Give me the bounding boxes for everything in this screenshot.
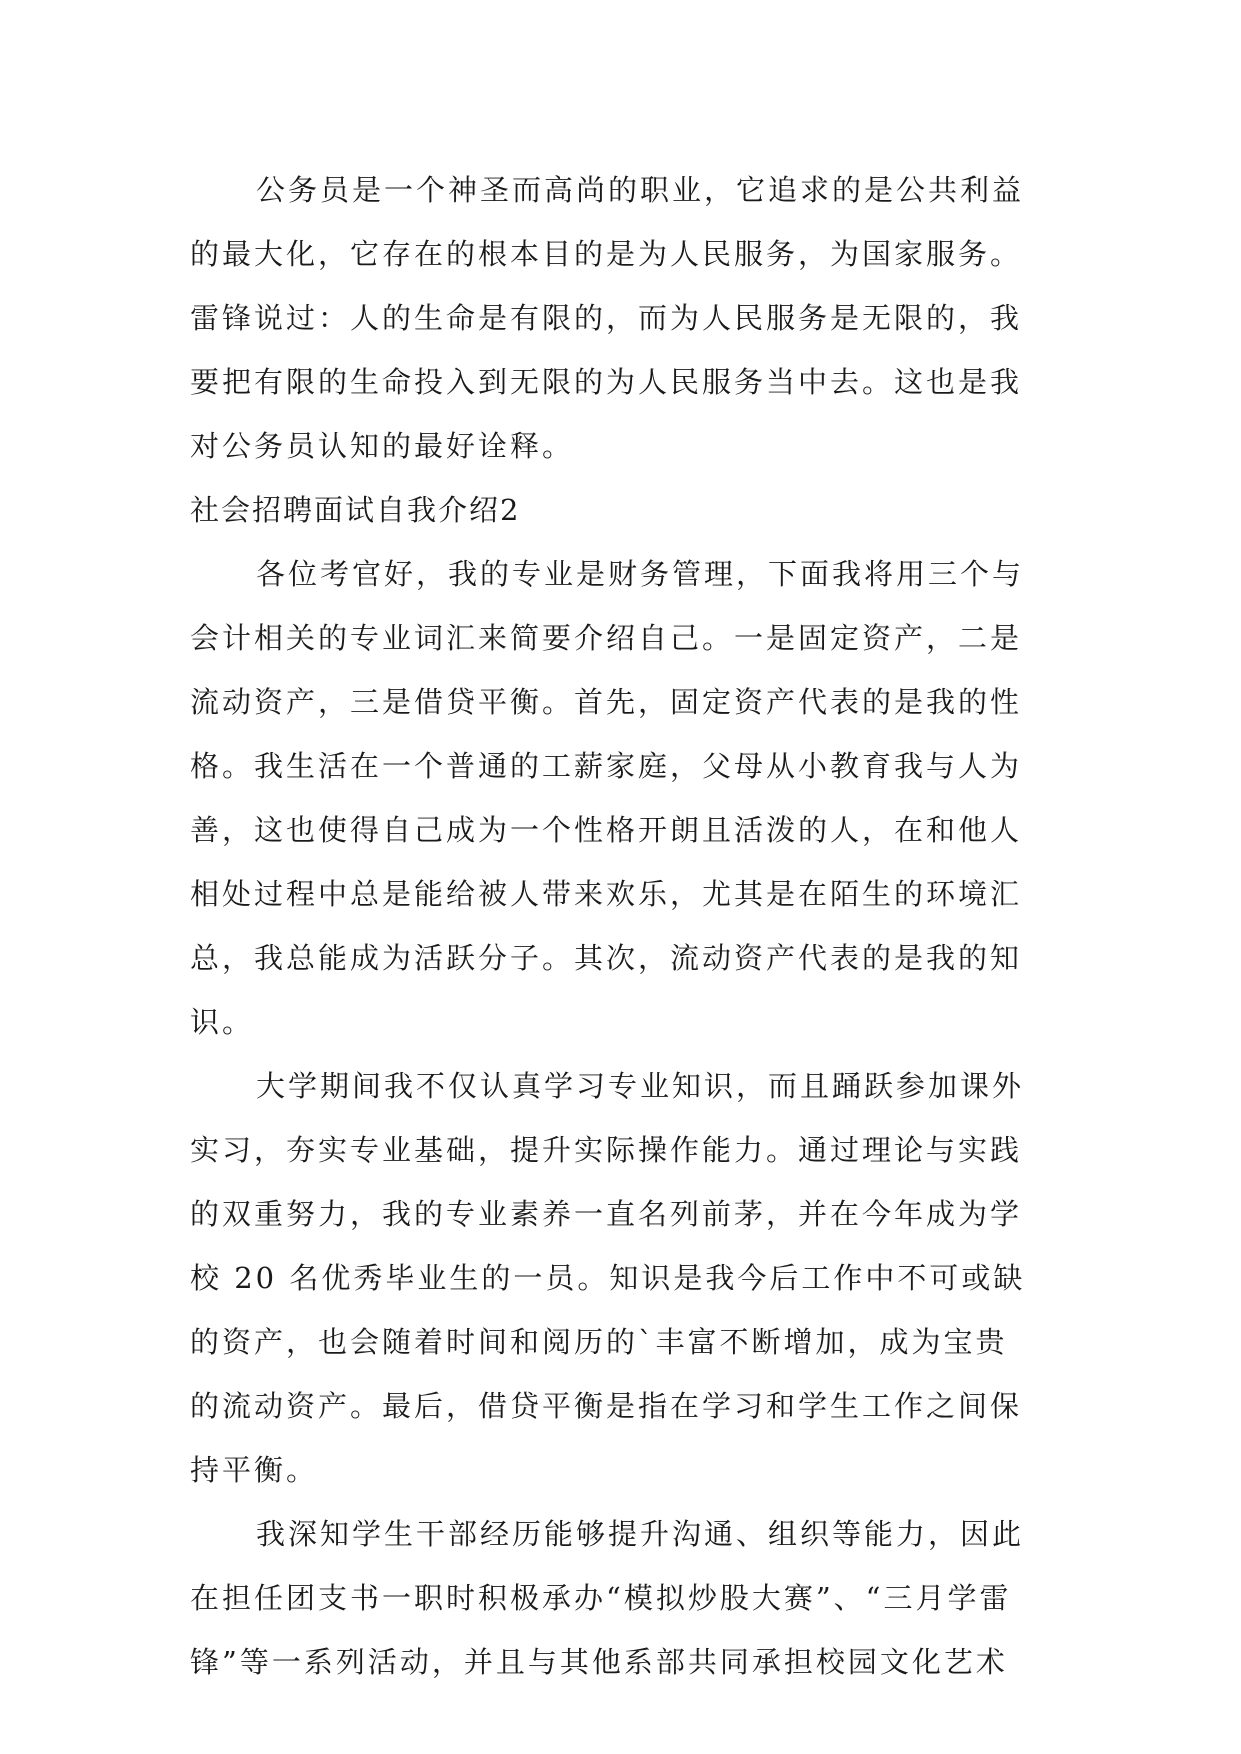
text-line: 雷锋说过：人的生命是有限的，而为人民服务是无限的，我 xyxy=(190,301,1023,335)
text-line: 的双重努力，我的专业素养一直名列前茅，并在今年成为学 xyxy=(190,1197,1023,1231)
text-line: 总，我总能成为活跃分子。其次，流动资产代表的是我的知 xyxy=(190,941,1023,975)
text-line: 对公务员认知的最好诠释。 xyxy=(190,429,575,463)
text-line: 校 20 名优秀毕业生的一员。知识是我今后工作中不可或缺 xyxy=(190,1261,1026,1295)
text-line: 在担任团支书一职时积极承办“模拟炒股大赛”、“三月学雷 xyxy=(190,1581,1012,1615)
text-line: 识。 xyxy=(190,1005,255,1039)
text-line: 持平衡。 xyxy=(190,1453,319,1487)
document-body xyxy=(190,158,1050,1694)
text-line: 善，这也使得自己成为一个性格开朗且活泼的人，在和他人 xyxy=(190,813,1023,847)
paragraph-student-leader xyxy=(190,1502,1050,1694)
section-heading xyxy=(190,478,1050,542)
text-line: 我深知学生干部经历能够提升沟通、组织等能力，因此 xyxy=(256,1517,1025,1551)
text-line: 相处过程中总是能给被人带来欢乐，尤其是在陌生的环境汇 xyxy=(190,877,1023,911)
text-line: 的流动资产。最后，借贷平衡是指在学习和学生工作之间保 xyxy=(190,1389,1023,1423)
text-line: 大学期间我不仅认真学习专业知识，而且踊跃参加课外 xyxy=(256,1069,1025,1103)
text-line: 各位考官好，我的专业是财务管理，下面我将用三个与 xyxy=(256,557,1025,591)
text-line: 格。我生活在一个普通的工薪家庭，父母从小教育我与人为 xyxy=(190,749,1023,783)
heading-line: 社会招聘面试自我介绍2 xyxy=(190,493,521,527)
text-line: 流动资产，三是借贷平衡。首先，固定资产代表的是我的性 xyxy=(190,685,1023,719)
text-line: 公务员是一个神圣而高尚的职业，它追求的是公共利益 xyxy=(256,173,1025,207)
paragraph-civil-servant xyxy=(190,158,1050,478)
text-line: 的最大化，它存在的根本目的是为人民服务，为国家服务。 xyxy=(190,237,1023,271)
paragraph-university xyxy=(190,1054,1050,1502)
text-line: 实习，夯实专业基础，提升实际操作能力。通过理论与实践 xyxy=(190,1133,1023,1167)
text-line: 会计相关的专业词汇来简要介绍自己。一是固定资产，二是 xyxy=(190,621,1023,655)
text-line: 锋”等一系列活动，并且与其他系部共同承担校园文化艺术 xyxy=(190,1645,1008,1679)
paragraph-introduction xyxy=(190,542,1050,1054)
text-line: 的资产，也会随着时间和阅历的`丰富不断增加，成为宝贵 xyxy=(190,1325,1008,1359)
text-line: 要把有限的生命投入到无限的为人民服务当中去。这也是我 xyxy=(190,365,1023,399)
